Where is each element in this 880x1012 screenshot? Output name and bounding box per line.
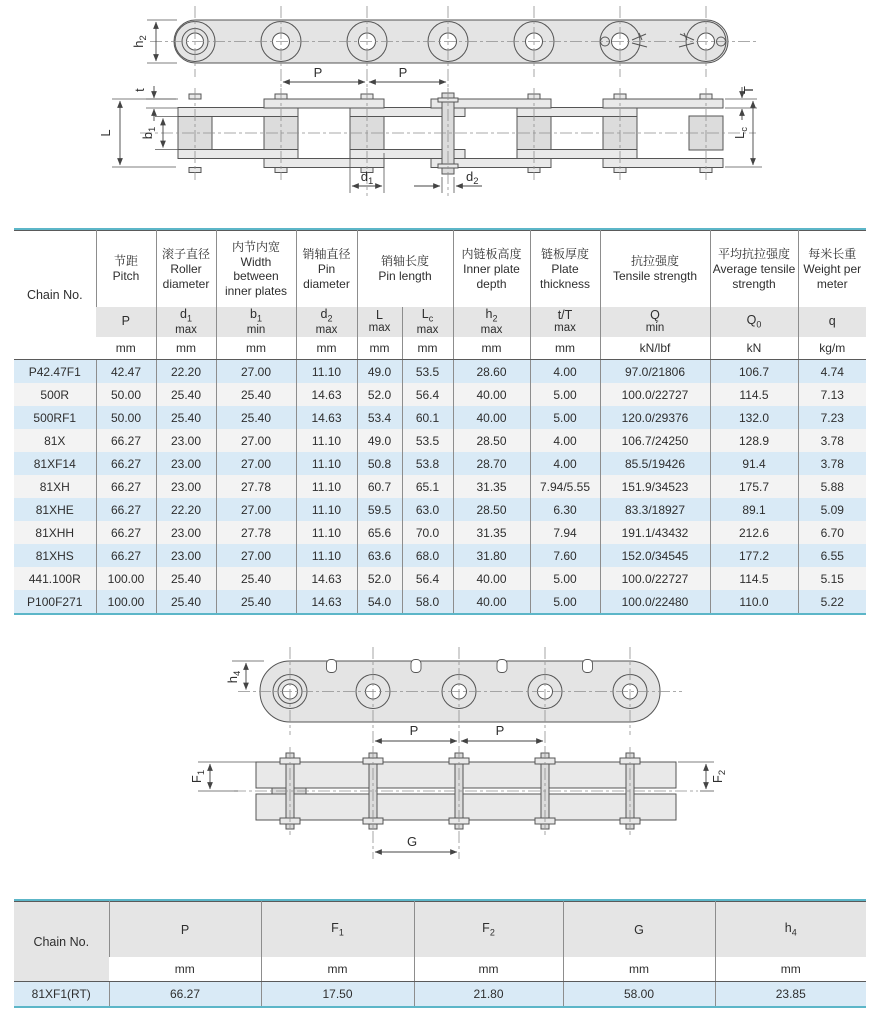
value-cell: 40.00 <box>453 383 530 406</box>
unit-cell: mm <box>156 337 216 360</box>
symbol-header: $h_2$ max <box>453 307 530 337</box>
value-cell: 114.5 <box>710 567 798 590</box>
value-cell: 5.00 <box>530 406 600 429</box>
value-cell: 22.20 <box>156 498 216 521</box>
unit-cell: mm <box>261 957 414 982</box>
column-header-cn: 内链板高度 <box>461 247 522 262</box>
value-cell: 31.35 <box>453 475 530 498</box>
column-header-cn: 链板厚度 <box>540 247 589 262</box>
value-cell: 27.00 <box>216 429 296 452</box>
rt-chain-spec-table <box>14 901 866 1008</box>
value-cell: 25.40 <box>156 406 216 429</box>
value-cell: 7.60 <box>530 544 600 567</box>
column-header-cn: 抗拉强度 <box>630 254 679 269</box>
value-cell: 11.10 <box>296 429 357 452</box>
symbol-header: $h_4$ <box>715 902 866 958</box>
value-cell: 5.00 <box>530 383 600 406</box>
unit-cell: mm <box>453 337 530 360</box>
value-cell: 132.0 <box>710 406 798 429</box>
value-cell: 63.6 <box>357 544 402 567</box>
column-header <box>96 231 156 308</box>
unit-cell: kg/m <box>798 337 866 360</box>
column-header <box>357 231 453 308</box>
value-cell: 11.10 <box>296 475 357 498</box>
dim-F1 <box>189 762 260 791</box>
value-cell: 14.63 <box>296 590 357 614</box>
value-cell: 27.78 <box>216 475 296 498</box>
value-cell: 100.00 <box>96 590 156 614</box>
value-cell: 23.00 <box>156 544 216 567</box>
value-cell: 50.00 <box>96 383 156 406</box>
chain-no-cell: 500R <box>40 387 70 402</box>
value-cell: 49.0 <box>357 360 402 384</box>
table-row <box>14 475 866 498</box>
table-row <box>14 567 866 590</box>
value-cell: 5.09 <box>798 498 866 521</box>
dim-label-L: L <box>98 129 113 137</box>
value-cell: 70.0 <box>402 521 453 544</box>
column-header <box>216 231 296 308</box>
plan-view <box>140 88 756 196</box>
value-cell: 60.7 <box>357 475 402 498</box>
table-row <box>14 406 866 429</box>
deep-plate-chain-drawing <box>0 635 880 883</box>
value-cell: 89.1 <box>710 498 798 521</box>
value-cell: 27.78 <box>216 521 296 544</box>
table-row <box>14 452 866 475</box>
dim-label-Lc: $L_c$ <box>732 127 750 139</box>
value-cell: 128.9 <box>710 429 798 452</box>
table-row <box>14 360 866 384</box>
value-cell: 27.00 <box>216 544 296 567</box>
value-cell: 6.30 <box>530 498 600 521</box>
dim-label-p: P <box>409 723 419 738</box>
value-cell: 21.80 <box>414 982 563 1008</box>
value-cell: 11.10 <box>296 360 357 384</box>
dim-label-d2: $d_2$ <box>466 169 479 187</box>
value-cell: 25.40 <box>156 567 216 590</box>
dim-t <box>132 86 178 121</box>
column-header <box>530 231 600 308</box>
value-cell: 66.27 <box>96 498 156 521</box>
value-cell: 6.55 <box>798 544 866 567</box>
symbol-header: $b_1$ min <box>216 307 296 337</box>
side-view <box>150 6 756 88</box>
value-cell: 110.0 <box>710 590 798 614</box>
dim-label-p: P <box>495 723 505 738</box>
value-cell: 23.00 <box>156 521 216 544</box>
lower-table-head <box>14 902 866 982</box>
column-header-cn: 每米长重 <box>808 247 857 262</box>
value-cell: 56.4 <box>402 567 453 590</box>
value-cell: 106.7/24250 <box>600 429 710 452</box>
header-row-units <box>14 337 866 360</box>
value-cell: 25.40 <box>156 383 216 406</box>
dim-F2 <box>678 762 728 791</box>
symbol-header: $d_1$ max <box>156 307 216 337</box>
unit-cell: mm <box>402 337 453 360</box>
value-cell: 25.40 <box>156 590 216 614</box>
dim-label-F2: $F_2$ <box>710 769 728 784</box>
value-cell: 4.00 <box>530 429 600 452</box>
value-cell: 66.27 <box>96 429 156 452</box>
main-table-body <box>14 360 866 615</box>
value-cell: 3.78 <box>798 452 866 475</box>
value-cell: 100.0/22480 <box>600 590 710 614</box>
deep-plate-plan-view <box>234 747 698 859</box>
value-cell: 49.0 <box>357 429 402 452</box>
value-cell: 40.00 <box>453 567 530 590</box>
column-header-en: Weight per meter <box>803 262 862 291</box>
lower-table-wrap <box>14 899 866 1008</box>
dim-label-t: t <box>132 88 147 92</box>
value-cell: 100.0/22727 <box>600 567 710 590</box>
column-header <box>710 231 798 308</box>
symbol-header: P <box>96 307 156 337</box>
value-cell: 7.23 <box>798 406 866 429</box>
dim-pitch-top <box>283 65 446 82</box>
dim-label-T: T <box>741 86 756 94</box>
value-cell: 27.00 <box>216 452 296 475</box>
value-cell: 66.27 <box>96 521 156 544</box>
value-cell: 11.10 <box>296 544 357 567</box>
value-cell: 52.0 <box>357 567 402 590</box>
value-cell: 5.00 <box>530 567 600 590</box>
symbol-header: $F_1$ <box>261 902 414 958</box>
unit-cell: mm <box>563 957 715 982</box>
value-cell: 53.5 <box>402 360 453 384</box>
table-row <box>14 498 866 521</box>
table-row <box>14 982 866 1008</box>
chain-spec-table <box>14 230 866 615</box>
dim-label-h4: $h_4$ <box>225 670 243 684</box>
value-cell: 177.2 <box>710 544 798 567</box>
symbol-header: $Q_0$ <box>710 307 798 337</box>
symbol-header: $F_2$ <box>414 902 563 958</box>
value-cell: 100.0/22727 <box>600 383 710 406</box>
value-cell: 3.78 <box>798 429 866 452</box>
chain-no-cell: 81XH <box>39 479 70 494</box>
value-cell: 54.0 <box>357 590 402 614</box>
value-cell: 53.4 <box>357 406 402 429</box>
chain-no-cell: 81XF14 <box>33 456 76 471</box>
column-header-cn: 销轴长度 <box>380 254 429 269</box>
column-header-cn: 销轴直径 <box>302 247 351 262</box>
column-header-cn: 内节内宽 <box>231 240 280 255</box>
chain-no-cell: 81XHS <box>35 548 74 563</box>
table-row <box>14 383 866 406</box>
value-cell: 4.00 <box>530 452 600 475</box>
value-cell: 31.80 <box>453 544 530 567</box>
value-cell: 11.10 <box>296 498 357 521</box>
symbol-header: t/T max <box>530 307 600 337</box>
column-header-en: Pitch <box>112 269 140 284</box>
dim-label-p: P <box>398 65 408 80</box>
chain-no-cell: P100F271 <box>27 594 83 609</box>
value-cell: 40.00 <box>453 406 530 429</box>
dim-T <box>725 86 757 120</box>
header-row-units <box>14 957 866 982</box>
table-row <box>14 429 866 452</box>
value-cell: 4.00 <box>530 360 600 384</box>
dim-Lc <box>725 101 762 167</box>
value-cell: 50.00 <box>96 406 156 429</box>
value-cell: 14.63 <box>296 383 357 406</box>
value-cell: 66.27 <box>96 544 156 567</box>
symbol-header: $d_2$ max <box>296 307 357 337</box>
column-header-en: Tensile strength <box>612 269 698 284</box>
unit-cell: kN/lbf <box>600 337 710 360</box>
value-cell: 152.0/34545 <box>600 544 710 567</box>
roller-chain-drawing <box>0 0 880 222</box>
value-cell: 11.10 <box>296 452 357 475</box>
value-cell: 11.10 <box>296 521 357 544</box>
column-header-en: Plate thickness <box>539 262 591 291</box>
unit-cell: mm <box>296 337 357 360</box>
dim-label-h2: $h_2$ <box>131 35 149 48</box>
value-cell: 66.27 <box>96 475 156 498</box>
unit-cell: mm <box>96 337 156 360</box>
unit-cell: mm <box>530 337 600 360</box>
value-cell: 66.27 <box>96 452 156 475</box>
value-cell: 27.00 <box>216 498 296 521</box>
table-row <box>14 544 866 567</box>
value-cell: 56.4 <box>402 383 453 406</box>
value-cell: 28.50 <box>453 429 530 452</box>
value-cell: 100.00 <box>96 567 156 590</box>
chain-no-cell: 81X <box>44 433 66 448</box>
unit-cell: mm <box>216 337 296 360</box>
symbol-header: Q min <box>600 307 710 337</box>
column-header-en: Average tensile strength <box>712 262 796 291</box>
chain-no-cell: 81XHH <box>35 525 75 540</box>
value-cell: 97.0/21806 <box>600 360 710 384</box>
header-row-names <box>14 902 866 958</box>
value-cell: 25.40 <box>216 406 296 429</box>
column-header-en: Inner plate depth <box>463 262 520 291</box>
dim-label-F1: $F_1$ <box>189 769 207 784</box>
main-table-wrap <box>14 228 866 615</box>
value-cell: 7.94/5.55 <box>530 475 600 498</box>
chain-no-cell: 441.100R <box>28 571 81 586</box>
value-cell: 85.5/19426 <box>600 452 710 475</box>
symbol-header: $L_c$ max <box>402 307 453 337</box>
value-cell: 23.85 <box>715 982 866 1008</box>
symbol-header: L max <box>357 307 402 337</box>
value-cell: 59.5 <box>357 498 402 521</box>
value-cell: 65.1 <box>402 475 453 498</box>
value-cell: 151.9/34523 <box>600 475 710 498</box>
value-cell: 91.4 <box>710 452 798 475</box>
value-cell: 6.70 <box>798 521 866 544</box>
symbol-header: q <box>798 307 866 337</box>
value-cell: 22.20 <box>156 360 216 384</box>
dim-label-p: P <box>313 65 323 80</box>
column-header <box>453 231 530 308</box>
dim-G <box>375 834 457 852</box>
value-cell: 5.15 <box>798 567 866 590</box>
value-cell: 17.50 <box>261 982 414 1008</box>
value-cell: 23.00 <box>156 429 216 452</box>
value-cell: 120.0/29376 <box>600 406 710 429</box>
unit-cell: mm <box>109 957 261 982</box>
value-cell: 4.74 <box>798 360 866 384</box>
value-cell: 7.13 <box>798 383 866 406</box>
symbol-header: G <box>563 902 715 958</box>
value-cell: 5.00 <box>530 590 600 614</box>
value-cell: 53.5 <box>402 429 453 452</box>
chain-no-cell: P42.47F1 <box>28 364 81 379</box>
column-header-cn: 平均抗拉强度 <box>717 247 790 262</box>
chain-no-cell: 81XHE <box>35 502 74 517</box>
column-header <box>156 231 216 308</box>
unit-cell: kN <box>710 337 798 360</box>
dim-label-G: G <box>406 834 418 849</box>
column-header-cn: 节距 <box>113 254 138 269</box>
table-row <box>14 521 866 544</box>
deep-plate-side-view <box>238 647 682 747</box>
value-cell: 23.00 <box>156 452 216 475</box>
chain-no-header: Chain No. <box>14 231 96 360</box>
column-header-en: Roller diameter <box>162 262 210 291</box>
column-header <box>798 231 866 308</box>
value-cell: 114.5 <box>710 383 798 406</box>
value-cell: 212.6 <box>710 521 798 544</box>
value-cell: 191.1/43432 <box>600 521 710 544</box>
value-cell: 68.0 <box>402 544 453 567</box>
column-header-en: Width between inner plates <box>224 255 288 298</box>
value-cell: 31.35 <box>453 521 530 544</box>
value-cell: 14.63 <box>296 406 357 429</box>
value-cell: 65.6 <box>357 521 402 544</box>
value-cell: 58.0 <box>402 590 453 614</box>
symbol-header: P <box>109 902 261 958</box>
dim-label-d1: $d_1$ <box>360 169 374 187</box>
unit-cell: mm <box>357 337 402 360</box>
unit-cell: mm <box>414 957 563 982</box>
value-cell: 53.8 <box>402 452 453 475</box>
value-cell: 27.00 <box>216 360 296 384</box>
column-header <box>600 231 710 308</box>
column-header-en: Pin length <box>378 269 432 284</box>
chain-no-cell: 500RF1 <box>33 410 77 425</box>
lower-table-body <box>14 982 866 1008</box>
dim-b1 <box>140 117 180 150</box>
value-cell: 58.00 <box>563 982 715 1008</box>
value-cell: 7.94 <box>530 521 600 544</box>
value-cell: 23.00 <box>156 475 216 498</box>
chain-no-cell: 81XF1(RT) <box>31 987 91 1001</box>
value-cell: 52.0 <box>357 383 402 406</box>
value-cell: 40.00 <box>453 590 530 614</box>
value-cell: 28.50 <box>453 498 530 521</box>
value-cell: 25.40 <box>216 590 296 614</box>
value-cell: 42.47 <box>96 360 156 384</box>
value-cell: 50.8 <box>357 452 402 475</box>
main-table-head <box>14 231 866 360</box>
value-cell: 175.7 <box>710 475 798 498</box>
header-row-names <box>14 231 866 308</box>
unit-cell: mm <box>715 957 866 982</box>
chain-no-header: Chain No. <box>14 902 109 982</box>
value-cell: 106.7 <box>710 360 798 384</box>
table-row <box>14 590 866 614</box>
value-cell: 63.0 <box>402 498 453 521</box>
value-cell: 14.63 <box>296 567 357 590</box>
value-cell: 83.3/18927 <box>600 498 710 521</box>
value-cell: 5.88 <box>798 475 866 498</box>
value-cell: 60.1 <box>402 406 453 429</box>
header-row-symbols <box>14 307 866 337</box>
value-cell: 25.40 <box>216 383 296 406</box>
value-cell: 28.60 <box>453 360 530 384</box>
value-cell: 66.27 <box>109 982 261 1008</box>
column-header <box>296 231 357 308</box>
value-cell: 28.70 <box>453 452 530 475</box>
column-header-cn: 滚子直径 <box>161 247 210 262</box>
dim-h4 <box>225 661 264 690</box>
dim-label-b1: $b_1$ <box>140 126 158 140</box>
value-cell: 5.22 <box>798 590 866 614</box>
value-cell: 25.40 <box>216 567 296 590</box>
column-header-en: Pin diameter <box>303 262 350 291</box>
